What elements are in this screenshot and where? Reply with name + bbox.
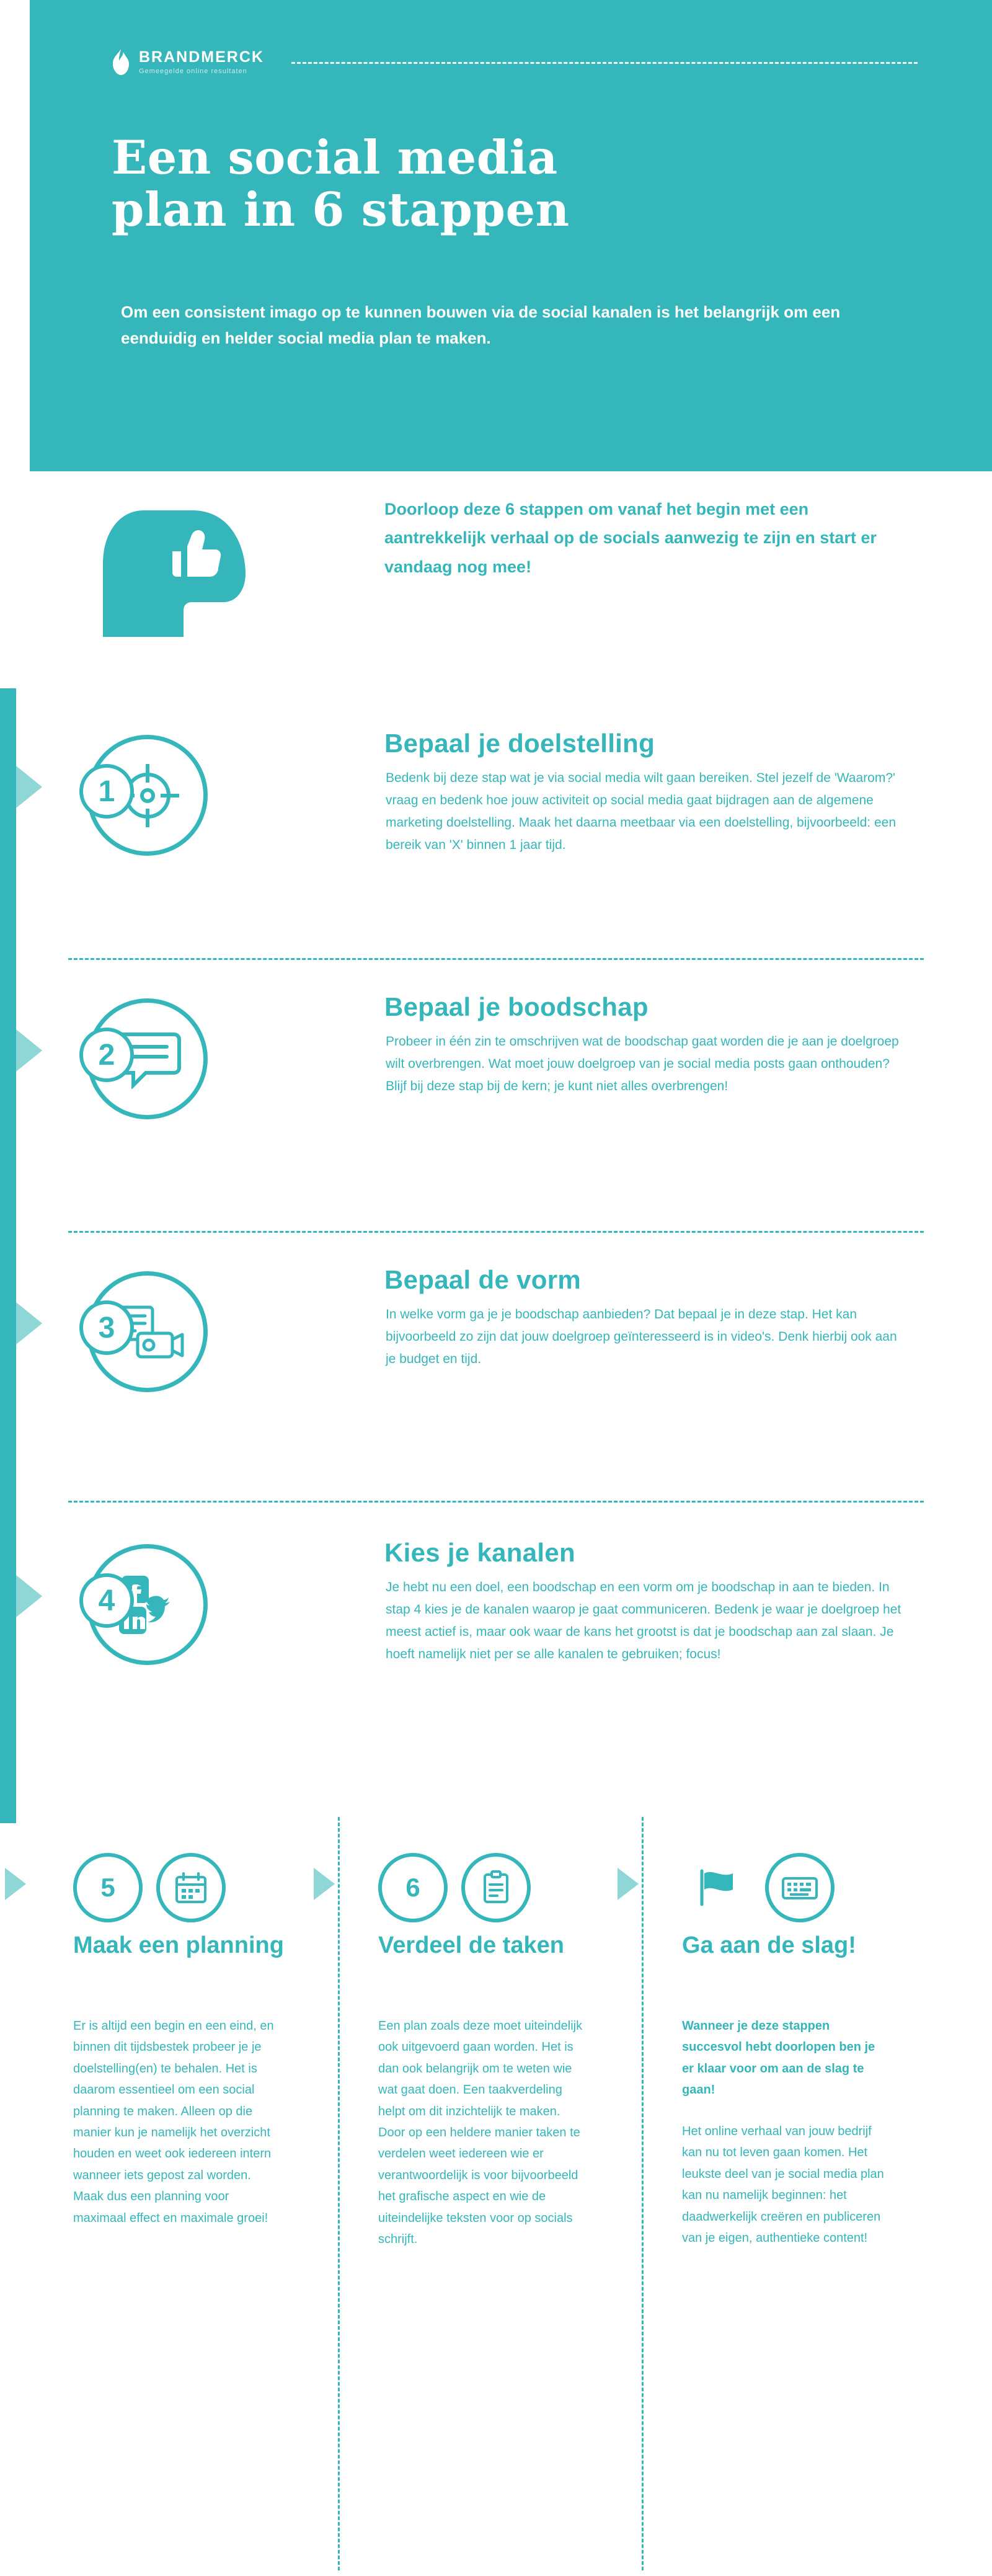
- calendar-icon: [156, 1853, 226, 1922]
- step-arrow-icon: [5, 1868, 26, 1900]
- step-4-title: Kies je kanalen: [384, 1538, 575, 1567]
- page-title: [112, 131, 856, 236]
- brand-name: BRANDMERCK: [139, 48, 264, 66]
- step-3-body: In welke vorm ga je je boodschap aanbieden? Dat bepaal je in deze stap. Het kan bijvoorbeeld zo zijn dat jouw doelgroep geïnteresseerd is in video's. Denk hierbij ook aan je budget en tijd.: [386, 1307, 897, 1367]
- step-2-title: Bepaal je boodschap: [384, 992, 649, 1021]
- intro-section: [0, 471, 992, 688]
- step-arrow-icon: [16, 1029, 42, 1072]
- step-1-body: Bedenk bij deze stap wat je via social media wilt gaan bereiken. Stel jezelf de 'Waarom?' vraag en bedenk hoe jouw activiteit op social media gaat bijdragen aan de algemene marketing doelstelling. Maak het daarna meetbaar via een doelstelling, bijvoorbeeld: een bereik van 'X' binnen 1 jaar tijd.: [386, 771, 897, 853]
- column-divider-2: [642, 1817, 644, 2570]
- brand-logo: [112, 48, 264, 76]
- step-3-title: Bepaal de vorm: [384, 1265, 581, 1294]
- header-left-notch: [0, 0, 30, 471]
- page-title-line-1: Een social media: [112, 130, 558, 185]
- flame-icon: [112, 48, 130, 76]
- page-title-line-2: plan in 6 stappen: [112, 182, 570, 237]
- header-dashed-line: [291, 62, 918, 64]
- step-arrow-icon: [314, 1868, 335, 1900]
- final-body-bold: Wanneer je deze stappen succesvol hebt doorlopen ben je er klaar voor om aan de slag te gaan!: [682, 2019, 875, 2097]
- step-2-number: 2: [79, 1028, 134, 1082]
- divider-3: [68, 1501, 924, 1503]
- brand-tagline: Gemeegelde online resultaten: [139, 67, 247, 75]
- step-1-title: Bepaal je doelstelling: [384, 729, 655, 758]
- header-banner: [0, 0, 992, 471]
- step-4-number: 4: [79, 1573, 134, 1628]
- clipboard-check-icon: [461, 1853, 531, 1922]
- page-subtitle: Om een consistent imago op te kunnen bouwen via de social kanalen is het belangrijk om een eenduidig en helder social media plan te maken.: [121, 303, 841, 348]
- step-5-title: Maak een planning: [73, 1932, 284, 1958]
- step-6-body: Een plan zoals deze moet uiteindelijk ook uitgevoerd gaan worden. Het is dan ook belangrijk om te weten wie wat gaat doen. Een taakverdeling helpt om dit inzichtelijk te maken. Door op een heldere manier taken te verdelen weet iedereen wie er verantwoordelijk is voor bijvoorbeeld het grafische aspect en wie de uiteindelijke teksten voor op socials schrijft.: [378, 2019, 583, 2246]
- step-arrow-icon: [618, 1868, 639, 1900]
- step-arrow-icon: [16, 1302, 42, 1344]
- step-arrow-icon: [16, 766, 42, 808]
- column-divider-1: [338, 1817, 340, 2570]
- divider-2: [68, 1231, 924, 1233]
- step-3-number: 3: [79, 1300, 134, 1355]
- keyboard-icon: [765, 1853, 835, 1922]
- step-2-body: Probeer in één zin te omschrijven wat de boodschap gaat worden die je aan je doelgroep wilt overbrengen. Wat moet jouw doelgroep van je social media posts gaan onthouden? Blijf bij deze stap bij de kern; je kunt niet alles overbrengen!: [386, 1034, 899, 1094]
- final-title: Ga aan de slag!: [682, 1932, 856, 1958]
- intro-text: Doorloop deze 6 stappen om vanaf het begin met een aantrekkelijk verhaal op de socials aanwezig te zijn en start er vandaag nog mee!: [384, 500, 877, 576]
- step-arrow-icon: [16, 1575, 42, 1617]
- step-6-title: Verdeel de taken: [378, 1932, 564, 1958]
- step-5-number: 5: [73, 1853, 143, 1922]
- brand-logo-text: [139, 50, 264, 75]
- thumbs-up-head-icon: [99, 505, 254, 639]
- finish-flag-icon: [682, 1853, 751, 1922]
- left-accent-rail: [0, 688, 16, 1823]
- step-4-body: Je hebt nu een doel, een boodschap en een vorm om je boodschap in aan te bieden. In stap 4 kies je de kanalen waarop je gaat communiceren. Bedenk je waar je doelgroep het meest actief is, maar ook waar de kans het grootst is dat je boodschap aan zal slaan. Je hoeft namelijk niet per se alle kanalen te gebruiken; focus!: [386, 1580, 901, 1662]
- final-body: Het online verhaal van jouw bedrijf kan nu tot leven gaan komen. Het leukste deel van je social media plan kan nu namelijk beginnen: het daadwerkelijk creëren en publiceren van je eigen, authentieke content!: [682, 2125, 884, 2245]
- step-5-body: Er is altijd een begin en een eind, en binnen dit tijdsbestek probeer je je doelstelling(en) te behalen. Het is daarom essentieel om een social planning te maken. Alleen op die manier kun je namelijk het overzicht houden en weet ook iedereen intern wanneer iets gepost zal worden. Maak dus een planning voor maximaal effect en maximale groei!: [73, 2019, 274, 2225]
- step-1-number: 1: [79, 764, 134, 819]
- step-6-number: 6: [378, 1853, 448, 1922]
- divider-1: [68, 958, 924, 960]
